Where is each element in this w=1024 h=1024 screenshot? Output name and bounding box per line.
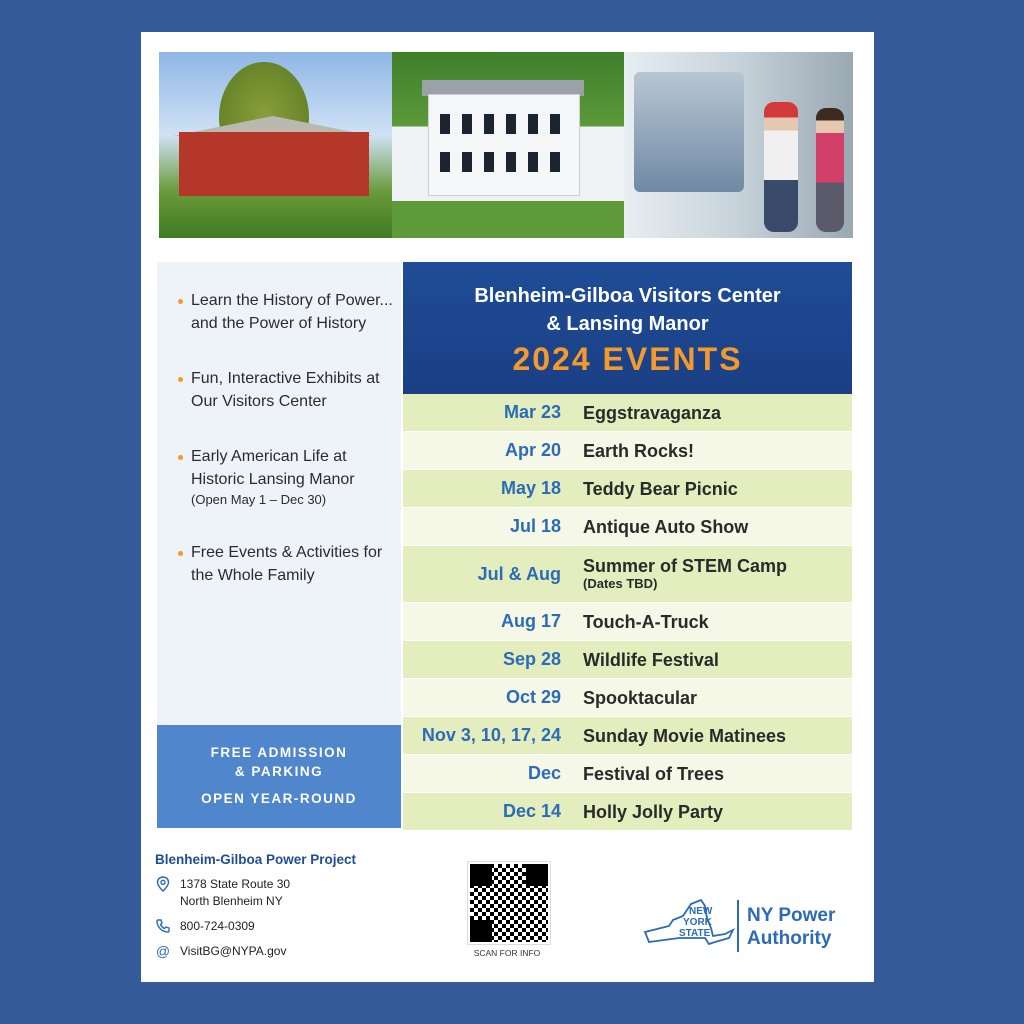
event-name: Sunday Movie Matinees [583, 725, 787, 746]
qr-code[interactable] [468, 862, 550, 944]
event-name: Holly Jolly Party [583, 801, 724, 822]
events-year: 2024 EVENTS [512, 341, 743, 377]
phone-icon [155, 918, 171, 934]
event-date: Apr 20 [504, 440, 561, 460]
highlight-item [191, 446, 396, 509]
event-name: Touch-A-Truck [583, 611, 709, 632]
event-row [403, 432, 852, 470]
event-row [403, 679, 852, 717]
admission-line: & PARKING [234, 764, 324, 779]
event-date: Dec [527, 763, 561, 783]
manor-windows-upper [440, 114, 566, 134]
flyer-page [141, 32, 874, 982]
event-row [403, 793, 852, 831]
new-york-state-map-logo [639, 898, 735, 946]
admission-box [157, 725, 401, 828]
event-row [403, 470, 852, 508]
highlight-item [191, 290, 396, 335]
email-address[interactable]: VisitBG@NYPA.gov [180, 944, 287, 958]
authority-line: Authority [747, 928, 832, 949]
exhibit-photo [624, 52, 853, 238]
event-row [403, 717, 852, 755]
barn-photo [159, 52, 392, 238]
highlight-text: Free Events & Activities for the Whole Family [191, 544, 383, 584]
event-name: Spooktacular [583, 687, 698, 708]
events-title: Blenheim-Gilboa Visitors Center [474, 285, 781, 307]
event-name: Antique Auto Show [583, 516, 749, 537]
highlight-item [191, 542, 396, 587]
events-list [403, 394, 852, 831]
address-line: 1378 State Route 30 [180, 877, 291, 891]
highlights-list [191, 290, 396, 620]
open-year-round: OPEN YEAR-ROUND [201, 791, 357, 806]
event-date: Dec 14 [502, 801, 561, 821]
highlight-subtext: (Open May 1 – Dec 30) [191, 492, 327, 507]
event-row [403, 546, 852, 603]
location-pin-icon [155, 876, 171, 892]
red-barn [179, 132, 369, 196]
event-row [403, 603, 852, 641]
qr-label: SCAN FOR INFO [473, 948, 541, 958]
nypa-logo-text [747, 904, 835, 950]
nys-text: NEW [689, 906, 713, 917]
address-contact [155, 876, 290, 910]
interactive-exhibit [634, 72, 744, 192]
event-date: Aug 17 [500, 611, 561, 631]
email-contact [155, 943, 286, 960]
events-table [403, 262, 852, 831]
email-at-icon: @ [155, 943, 171, 959]
highlight-text: Fun, Interactive Exhibits at Our Visitors Center [191, 370, 380, 410]
events-header [403, 262, 852, 394]
event-note: (Dates TBD) [583, 576, 658, 591]
lansing-manor-house [428, 94, 580, 196]
address-block [180, 876, 290, 910]
event-row [403, 508, 852, 546]
event-name [583, 556, 852, 592]
highlight-text: Learn the History of Power... and the Power of History [191, 292, 393, 332]
event-date: Nov 3, 10, 17, 24 [421, 725, 561, 745]
nys-text: YORK [683, 917, 712, 928]
highlight-item [191, 368, 396, 413]
event-date: Jul & Aug [477, 563, 561, 584]
address-line: North Blenheim NY [180, 894, 283, 908]
admission-line: FREE ADMISSION [210, 745, 348, 760]
event-row [403, 394, 852, 432]
project-name: Blenheim-Gilboa Power Project [155, 852, 357, 867]
event-name: Festival of Trees [583, 763, 725, 784]
photo-strip [159, 52, 853, 238]
highlight-text: Early American Life at Historic Lansing Manor [191, 448, 355, 488]
event-name: Earth Rocks! [583, 440, 695, 461]
nys-text: STATE [679, 928, 711, 939]
visitor-figure [816, 108, 844, 232]
authority-line: NY Power [747, 905, 836, 926]
event-date: Jul 18 [509, 516, 561, 536]
event-name: Wildlife Festival [583, 649, 719, 670]
event-name: Teddy Bear Picnic [583, 478, 738, 499]
event-row [403, 755, 852, 793]
events-title: & Lansing Manor [546, 313, 709, 335]
phone-contact [155, 918, 255, 935]
event-date: Mar 23 [503, 402, 561, 422]
event-name: Eggstravaganza [583, 402, 722, 423]
logo-divider [737, 900, 739, 952]
event-name-text: Summer of STEM Camp [583, 556, 788, 576]
manor-windows-lower [440, 152, 566, 172]
manor-photo [392, 52, 624, 238]
visitor-figure [764, 102, 798, 232]
phone-number[interactable]: 800-724-0309 [180, 919, 255, 933]
event-date: Oct 29 [505, 687, 561, 707]
event-date: Sep 28 [502, 649, 561, 669]
event-date: May 18 [500, 478, 561, 498]
event-row [403, 641, 852, 679]
